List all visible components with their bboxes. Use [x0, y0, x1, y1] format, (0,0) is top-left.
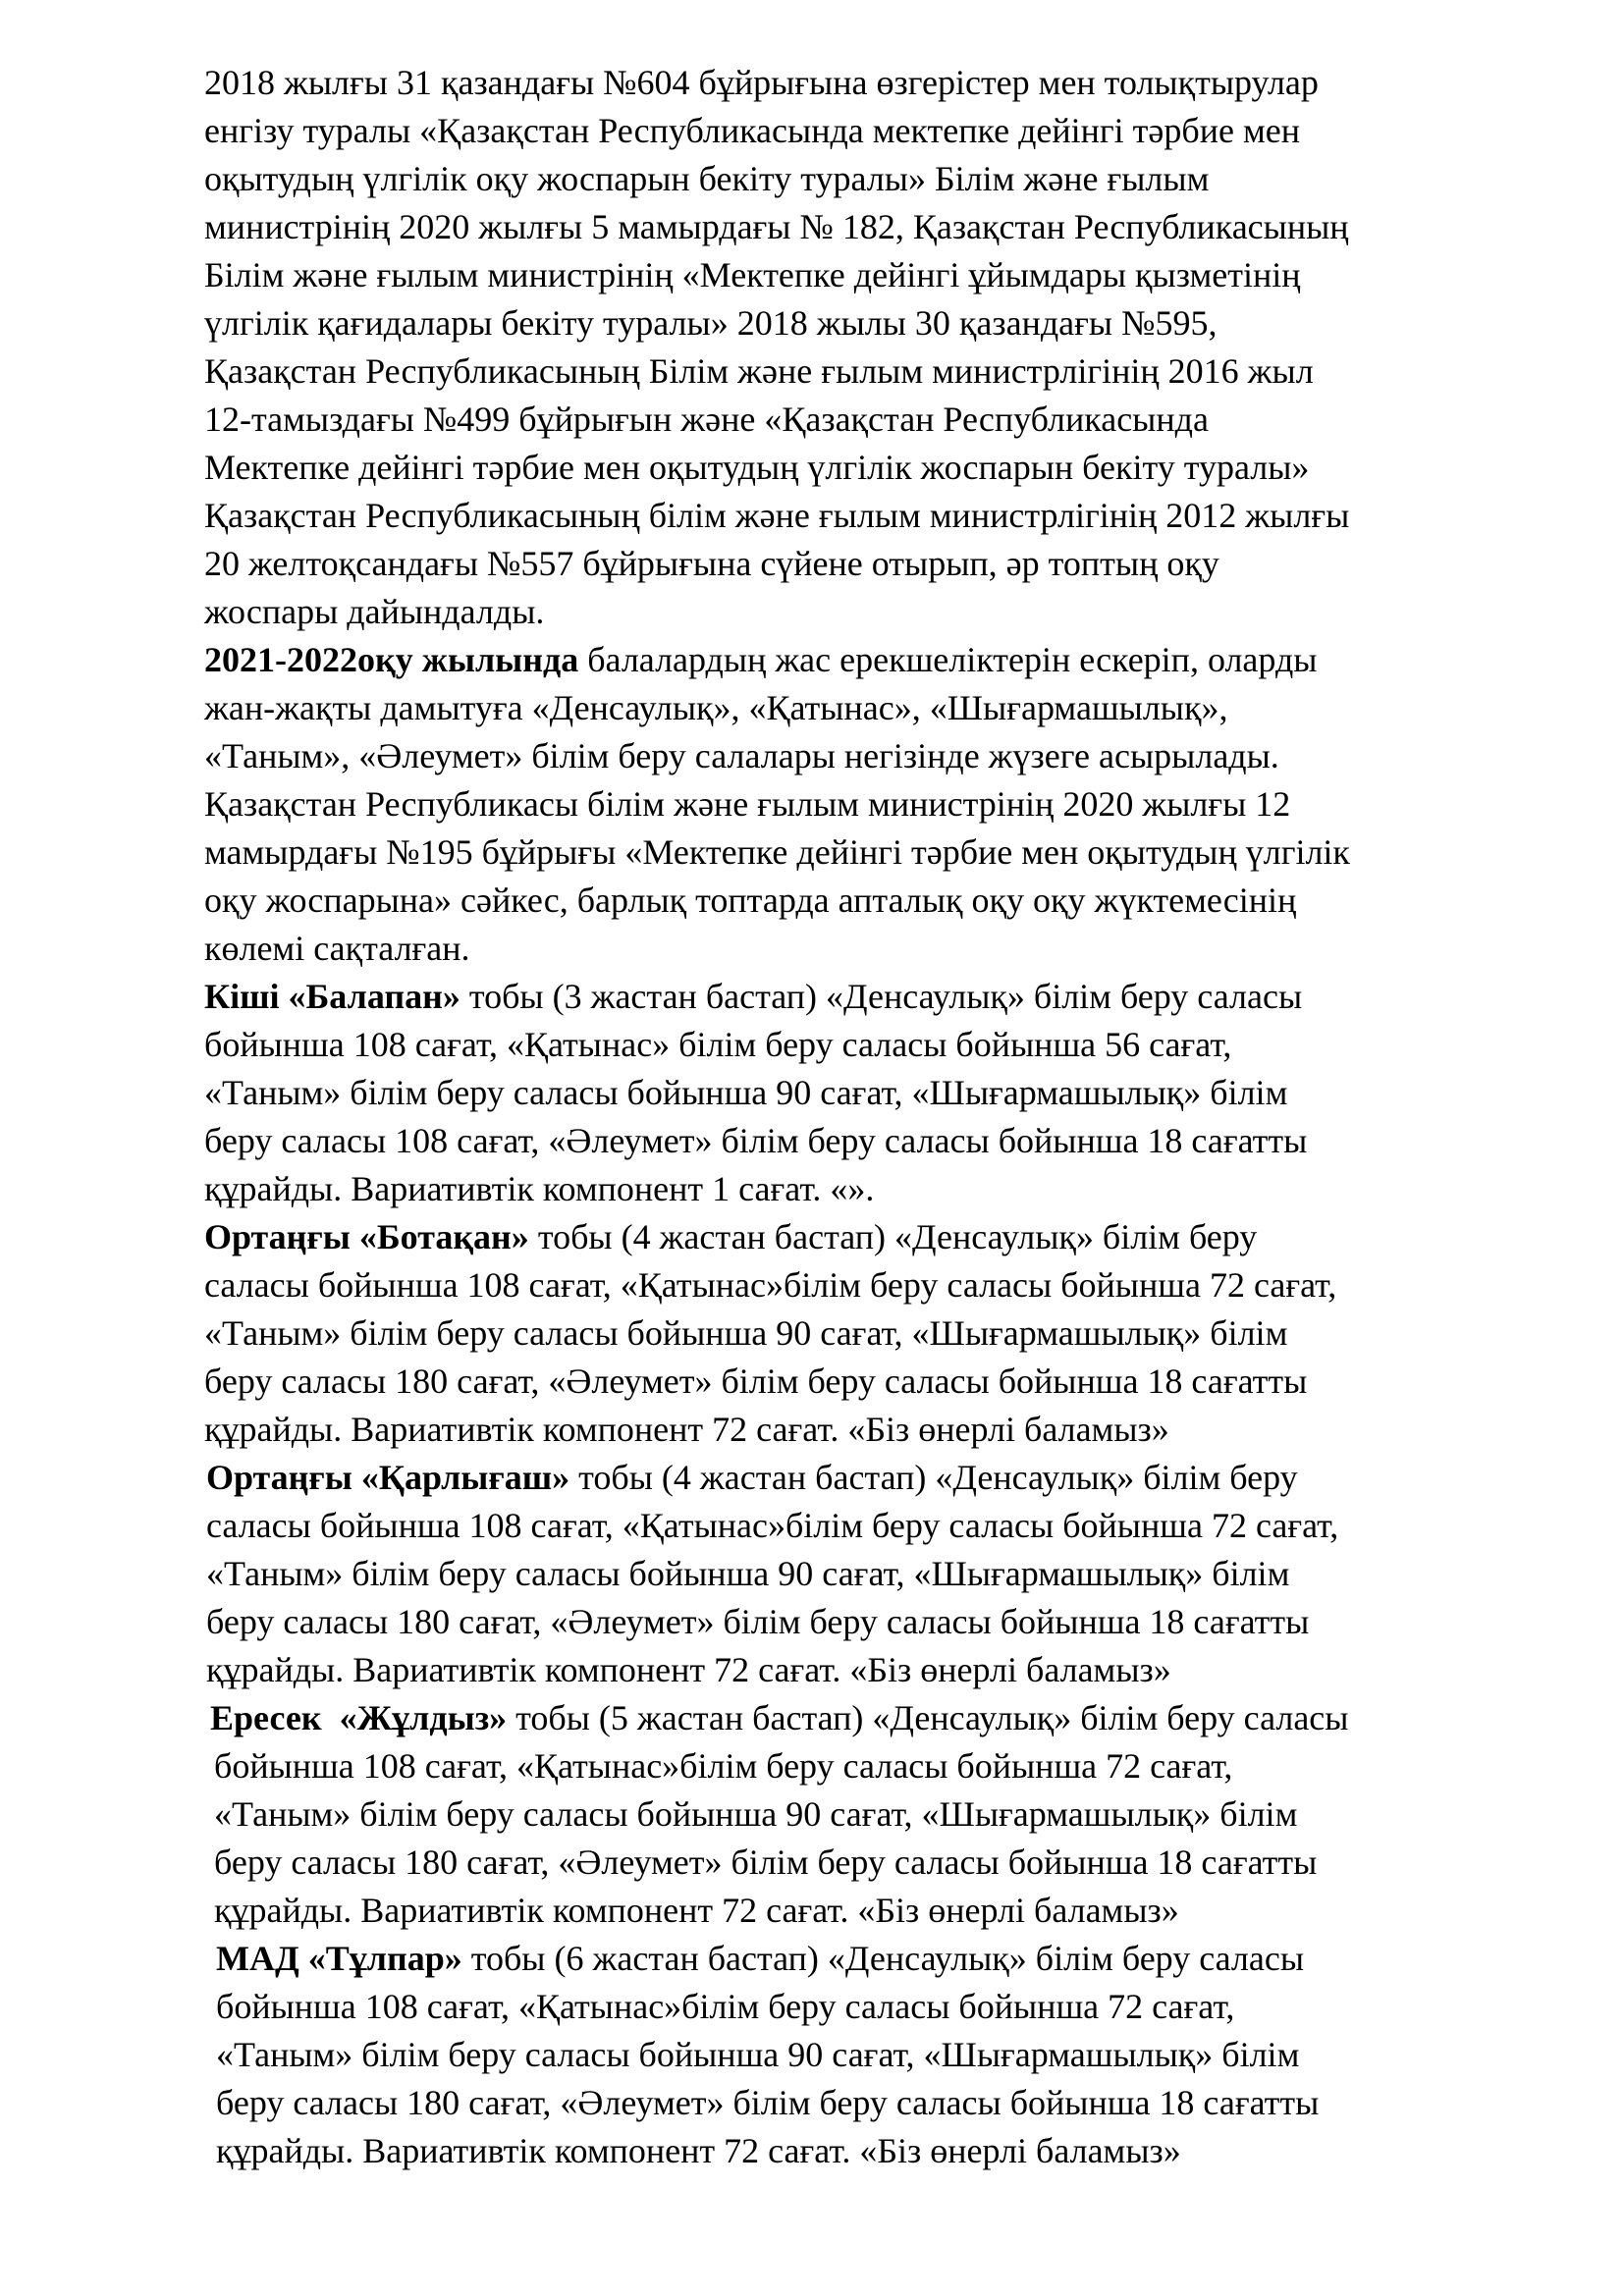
intro-line: жоспары дайындалды.	[204, 592, 545, 631]
intro-line: Қазақстан Республикасының білім және ғылым министрлігінің 2012 жылғы	[204, 496, 1350, 535]
group-karlygash-paragraph	[204, 1454, 1481, 1694]
group-name: Ортаңғы «Қарлығаш»	[206, 1458, 570, 1497]
group-line: беру саласы 180 сағат, «Әлеумет» білім беру саласы бойынша 18 сағатты	[206, 1602, 1310, 1641]
intro-line: министрінің 2020 жылғы 5 мамырдағы № 182, Қазақстан Республикасының	[204, 207, 1349, 246]
academic-year-first-line	[204, 636, 1481, 684]
academic-year-line: көлемі сақталған.	[204, 929, 470, 968]
document-body	[204, 59, 1481, 2175]
group-line: бойынша 108 сағат, «Қатынас» білім беру саласы бойынша 56 сағат,	[204, 1025, 1232, 1064]
group-line: құрайды. Вариативтік компонент 72 сағат. «Біз өнерлі баламыз»	[204, 1410, 1169, 1449]
academic-year-heading: 2021-2022оқу жылында	[204, 640, 579, 679]
group-zhuldyz-paragraph	[204, 1694, 1481, 1935]
group-line: құрайды. Вариативтік компонент 72 сағат. «Біз өнерлі баламыз»	[206, 1650, 1171, 1689]
group-line: құрайды. Вариативтік компонент 72 сағат. «Біз өнерлі баламыз»	[216, 2131, 1181, 2170]
intro-line: оқытудың үлгілік оқу жоспарын бекіту туралы» Білім және ғылым	[204, 159, 1210, 198]
academic-year-line: жан-жақты дамытуға «Денсаулық», «Қатынас», «Шығармашылық»,	[204, 688, 1228, 727]
group-line: «Таным» білім беру саласы бойынша 90 сағат, «Шығармашылық» білім	[214, 1794, 1298, 1834]
group-name: Ортаңғы «Ботақан»	[204, 1217, 529, 1256]
intro-line: 12-тамыздағы №499 бұйрығын және «Қазақстан Республикасында	[204, 400, 1209, 439]
group-line: «Таным» білім беру саласы бойынша 90 сағат, «Шығармашылық» білім	[204, 1313, 1288, 1353]
group-line: беру саласы 180 сағат, «Әлеумет» білім беру саласы бойынша 18 сағатты	[216, 2083, 1320, 2122]
group-first-line	[210, 1694, 1481, 1742]
academic-year-line: Қазақстан Республикасы білім және ғылым министрінің 2020 жылғы 12	[204, 784, 1291, 824]
intro-line: үлгілік қағидалары бекіту туралы» 2018 жылы 30 қазандағы №595,	[204, 303, 1218, 343]
group-line: бойынша 108 сағат, «Қатынас»білім беру саласы бойынша 72 сағат,	[214, 1746, 1233, 1786]
group-line: беру саласы 108 сағат, «Әлеумет» білім беру саласы бойынша 18 сағатты	[204, 1121, 1308, 1160]
group-name: Кіші «Балапан»	[204, 977, 460, 1016]
academic-year-line: оқу жоспарына» сәйкес, барлық топтарда апталық оқу оқу жүктемесінің	[204, 881, 1297, 920]
group-balapan-paragraph	[204, 973, 1481, 1213]
group-line: «Таным» білім беру саласы бойынша 90 сағат, «Шығармашылық» білім	[216, 2035, 1300, 2074]
group-line: беру саласы 180 сағат, «Әлеумет» білім беру саласы бойынша 18 сағатты	[204, 1362, 1308, 1401]
group-line: беру саласы 180 сағат, «Әлеумет» білім беру саласы бойынша 18 сағатты	[214, 1842, 1318, 1882]
intro-line: 2018 жылғы 31 қазандағы №604 бұйрығына өзгерістер мен толықтырулар	[204, 63, 1319, 102]
group-first-line	[204, 973, 1481, 1021]
intro-line: Мектепке дейінгі тәрбие мен оқытудың үлгілік жоспарын бекіту туралы»	[204, 448, 1310, 487]
group-first-line	[204, 1213, 1481, 1261]
group-line: құрайды. Вариативтік компонент 1 сағат. «».	[204, 1169, 875, 1208]
group-name: Ересек «Жұлдыз»	[210, 1698, 508, 1737]
academic-year-line: «Таным», «Әлеумет» білім беру салалары негізінде жүзеге асырылады.	[204, 736, 1279, 775]
group-name: МАД «Тұлпар»	[216, 1939, 462, 1978]
intro-line: Білім және ғылым министрінің «Мектепке дейінгі ұйымдары қызметінің	[204, 255, 1301, 294]
intro-paragraph	[204, 59, 1481, 636]
group-line: «Таным» білім беру саласы бойынша 90 сағат, «Шығармашылық» білім	[206, 1554, 1290, 1593]
intro-line: 20 желтоқсандағы №557 бұйрығына сүйене отырып, әр топтың оқу	[204, 544, 1219, 583]
academic-year-line: мамырдағы №195 бұйрығы «Мектепке дейінгі тәрбие мен оқытудың үлгілік	[204, 832, 1350, 872]
group-first-text: тобы (4 жастан бастап) «Денсаулық» білім беру	[528, 1217, 1258, 1256]
group-line: құрайды. Вариативтік компонент 72 сағат. «Біз өнерлі баламыз»	[214, 1891, 1179, 1930]
group-first-line	[216, 1935, 1481, 1983]
group-line: саласы бойынша 108 сағат, «Қатынас»білім беру саласы бойынша 72 сағат,	[206, 1506, 1339, 1545]
group-botakan-paragraph	[204, 1213, 1481, 1454]
group-line: «Таным» білім беру саласы бойынша 90 сағат, «Шығармашылық» білім	[204, 1073, 1288, 1112]
intro-line: енгізу туралы «Қазақстан Республикасында мектепке дейінгі тәрбие мен	[204, 111, 1300, 150]
academic-year-paragraph	[204, 636, 1481, 973]
group-line: бойынша 108 сағат, «Қатынас»білім беру саласы бойынша 72 сағат,	[216, 1987, 1235, 2026]
group-first-text: тобы (5 жастан бастап) «Денсаулық» білім беру саласы	[507, 1698, 1349, 1737]
academic-year-first-text: балалардың жас ерекшеліктерін ескеріп, оларды	[578, 640, 1318, 679]
group-first-text: тобы (3 жастан бастап) «Денсаулық» білім беру саласы	[460, 977, 1303, 1016]
group-first-text: тобы (6 жастан бастап) «Денсаулық» білім беру саласы	[461, 1939, 1305, 1978]
group-tulpar-paragraph	[204, 1935, 1481, 2175]
group-line: саласы бойынша 108 сағат, «Қатынас»білім беру саласы бойынша 72 сағат,	[204, 1265, 1337, 1305]
group-first-text: тобы (4 жастан бастап) «Денсаулық» білім беру	[569, 1458, 1298, 1497]
intro-line: Қазақстан Республикасының Білім және ғылым министрлігінің 2016 жыл	[204, 351, 1314, 391]
group-first-line	[206, 1454, 1481, 1502]
